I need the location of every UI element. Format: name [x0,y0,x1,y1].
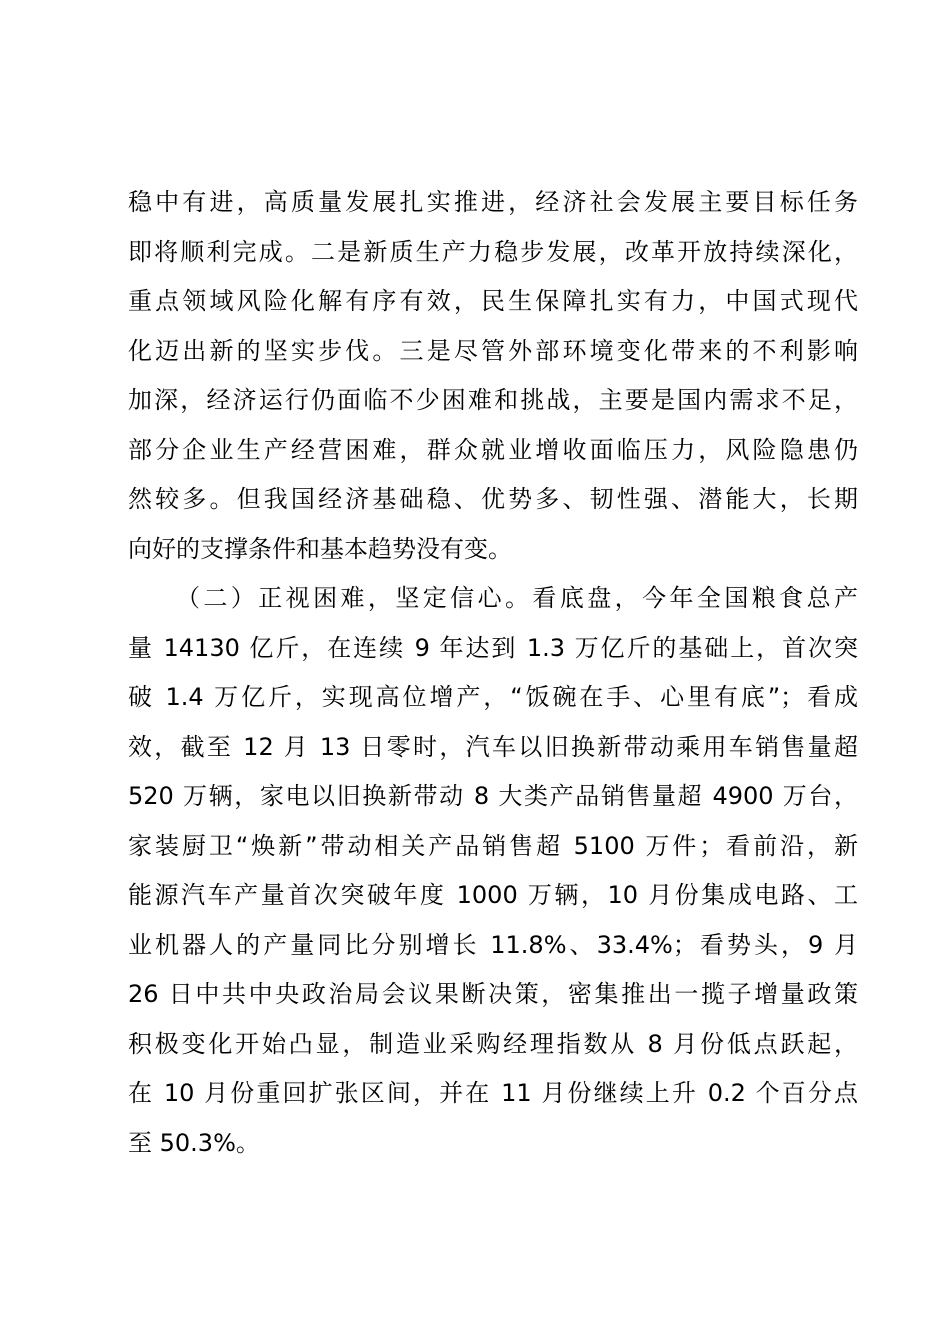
text-line: 家装厨卫“焕新”带动相关产品销售超 5100 万件；看前沿，新 [128,831,858,860]
text-line: 破 1.4 万亿斤，实现高位增产，“饭碗在手、心里有底”；看成 [128,683,858,711]
text-line: 业机器人的产量同比分别增长 11.8%、33.4%；看势头，9 月 [128,930,858,959]
text-line: 部分企业生产经营困难，群众就业增收面临压力，风险隐患仍 [128,435,858,464]
text-line: 加深，经济运行仍面临不少困难和挑战，主要是国内需求不足， [128,386,858,414]
text-line: 在 10 月份重回扩张区间，并在 11 月份继续上升 0.2 个百分点 [128,1079,858,1107]
text-line: 26 日中共中央政治局会议果断决策，密集推出一揽子增量政策 [128,980,858,1008]
section-heading-line: （二）正视困难，坚定信心。看底盘，今年全国粮食总产 [176,584,858,612]
text-line: 积极变化开始凸显，制造业采购经理指数从 8 月份低点跃起， [128,1029,858,1058]
text-line: 然较多。但我国经济基础稳、优势多、韧性强、潜能大，长期 [128,485,858,513]
text-line: 重点领域风险化解有序有效，民生保障扎实有力，中国式现代 [128,287,858,315]
text-line: 至 50.3%。 [128,1128,260,1157]
text-line: 能源汽车产量首次突破年度 1000 万辆，10 月份集成电路、工 [128,881,858,909]
text-line: 效，截至 12 月 13 日零时，汽车以旧换新带动乘用车销售量超 [128,732,858,761]
text-line: 即将顺利完成。二是新质生产力稳步发展，改革开放持续深化， [128,237,858,266]
body-text [128,178,858,1168]
text-line: 量 14130 亿斤，在连续 9 年达到 1.3 万亿斤的基础上，首次突 [128,633,858,662]
text-line: 稳中有进，高质量发展扎实推进，经济社会发展主要目标任务 [128,188,858,216]
text-line: 化迈出新的坚实步伐。三是尽管外部环境变化带来的不利影响 [128,336,858,365]
text-line: 520 万辆，家电以旧换新带动 8 大类产品销售量超 4900 万台， [128,782,858,810]
text-line: 向好的支撑条件和基本趋势没有变。 [128,534,512,563]
